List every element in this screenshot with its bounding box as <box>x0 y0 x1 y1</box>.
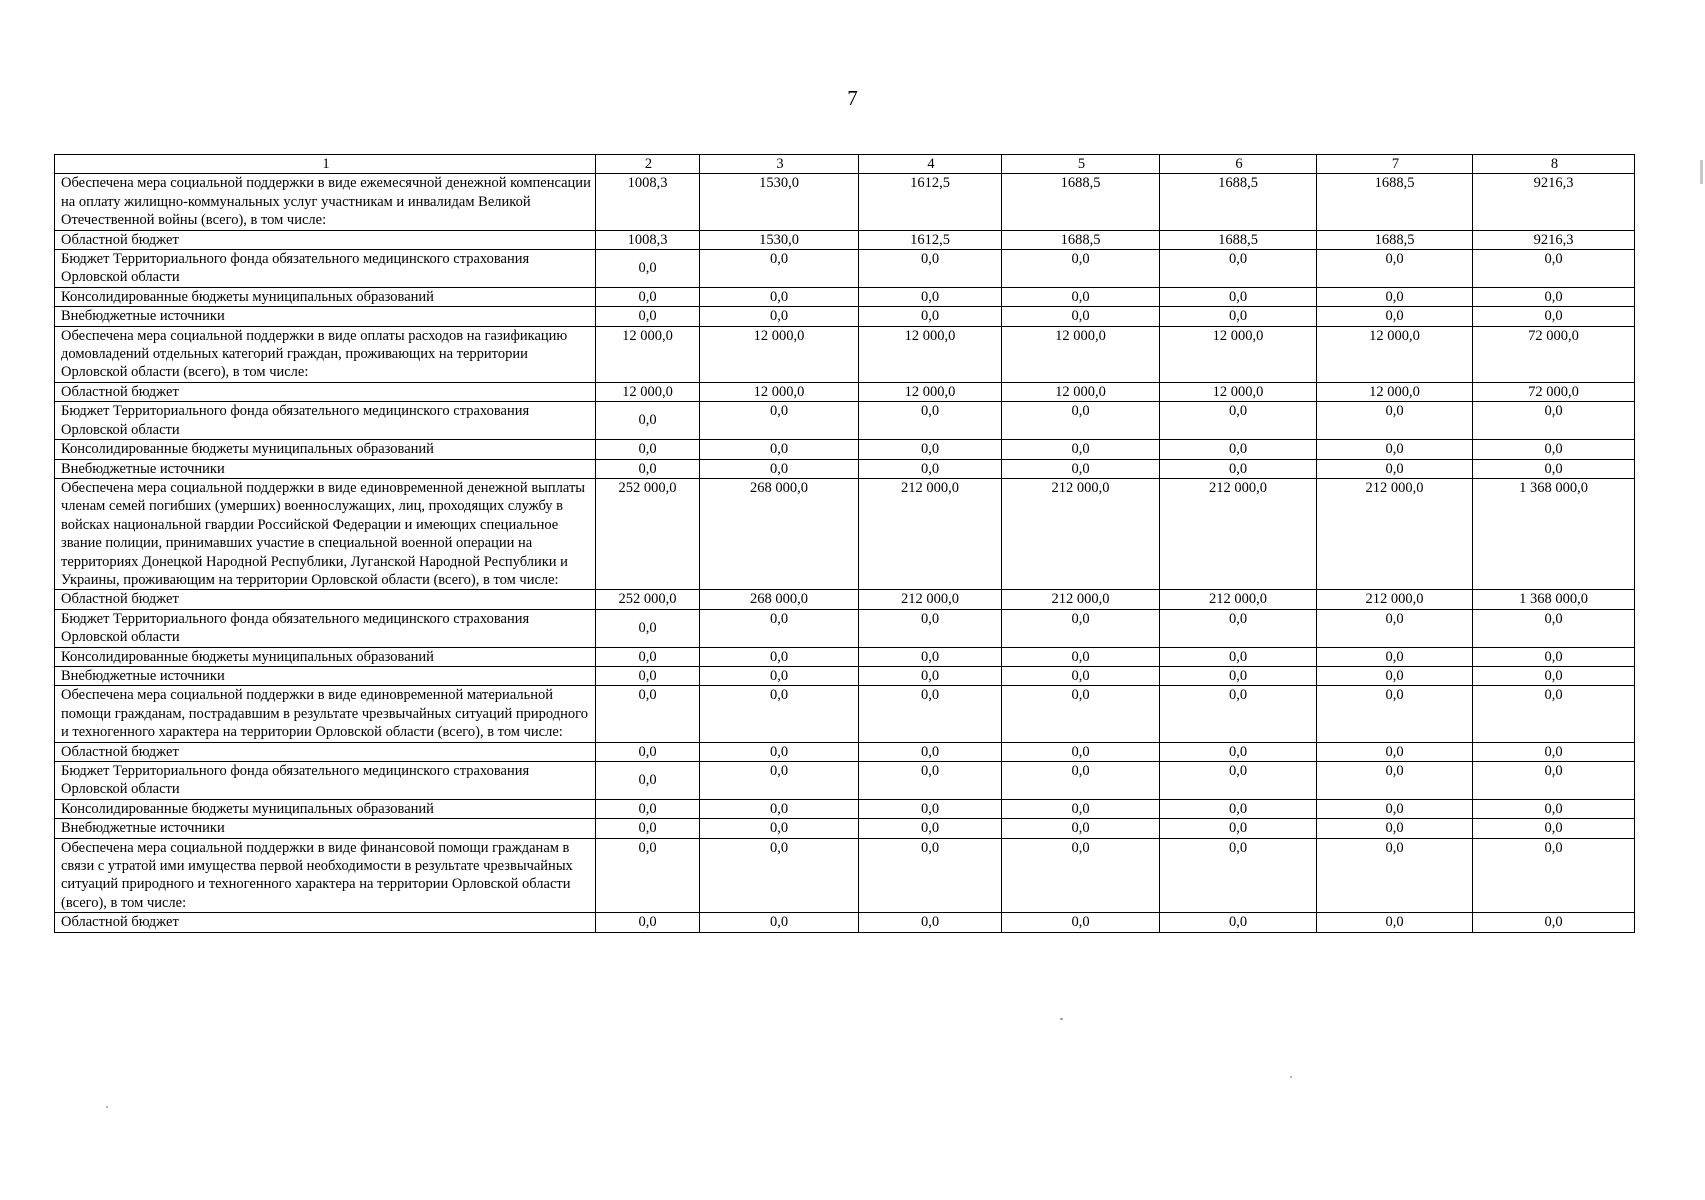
row-label: Областной бюджет <box>55 382 596 401</box>
value-cell: 0,0 <box>1317 307 1473 326</box>
value-cell: 0,0 <box>1002 647 1160 666</box>
value-cell: 0,0 <box>859 440 1002 459</box>
value-cell: 252 000,0 <box>596 590 700 609</box>
value-cell: 0,0 <box>1160 609 1317 647</box>
value-cell: 0,0 <box>1473 819 1635 838</box>
value-cell: 0,0 <box>1317 459 1473 478</box>
row-label: Консолидированные бюджеты муниципальных образований <box>55 799 596 818</box>
value-cell: 0,0 <box>1002 459 1160 478</box>
table-row <box>55 440 1635 459</box>
value-cell: 12 000,0 <box>596 326 700 382</box>
value-cell: 0,0 <box>1317 609 1473 647</box>
value-cell: 9216,3 <box>1473 230 1635 249</box>
value-cell: 12 000,0 <box>859 382 1002 401</box>
value-cell: 0,0 <box>859 762 1002 800</box>
value-cell: 0,0 <box>1002 762 1160 800</box>
value-cell: 1688,5 <box>1160 174 1317 230</box>
table-row <box>55 287 1635 306</box>
row-label: Областной бюджет <box>55 230 596 249</box>
value-cell: 0,0 <box>1160 440 1317 459</box>
value-cell: 0,0 <box>596 819 700 838</box>
column-header: 6 <box>1160 155 1317 174</box>
value-cell: 252 000,0 <box>596 478 700 589</box>
value-cell: 0,0 <box>1317 799 1473 818</box>
value-cell: 0,0 <box>1002 402 1160 440</box>
value-cell: 0,0 <box>1002 819 1160 838</box>
row-label: Областной бюджет <box>55 590 596 609</box>
row-label: Внебюджетные источники <box>55 459 596 478</box>
value-cell: 1530,0 <box>700 230 859 249</box>
column-header: 8 <box>1473 155 1635 174</box>
value-cell: 12 000,0 <box>700 326 859 382</box>
value-cell: 0,0 <box>859 819 1002 838</box>
table-row <box>55 250 1635 288</box>
value-cell: 0,0 <box>1160 402 1317 440</box>
value-cell: 1688,5 <box>1317 230 1473 249</box>
value-cell: 0,0 <box>700 913 859 932</box>
table-row <box>55 686 1635 742</box>
value-cell: 0,0 <box>596 287 700 306</box>
value-cell: 0,0 <box>1002 913 1160 932</box>
value-cell: 0,0 <box>596 250 700 288</box>
value-cell: 0,0 <box>700 609 859 647</box>
value-cell: 0,0 <box>700 459 859 478</box>
value-cell: 0,0 <box>1317 250 1473 288</box>
value-cell: 1530,0 <box>700 174 859 230</box>
value-cell: 0,0 <box>700 799 859 818</box>
table-row <box>55 819 1635 838</box>
value-cell: 0,0 <box>700 742 859 761</box>
row-label: Бюджет Территориального фонда обязательного медицинского страхования Орловской области <box>55 402 596 440</box>
value-cell: 12 000,0 <box>1160 326 1317 382</box>
value-cell: 0,0 <box>1317 440 1473 459</box>
table-row <box>55 838 1635 913</box>
table-row <box>55 590 1635 609</box>
row-label: Обеспечена мера социальной поддержки в виде единовременной денежной выплаты членам семей погибших (умерших) военнослужащих, лиц, проходящих службу в войсках национальной гвардии Российской Федерации и имеющих специальное звание полиции, принимавших участие в специальной военной операции на территориях Донецкой Народной Республики, Луганской Народной Республики и Украины, проживающим на территории Орловской области (всего), в том числе: <box>55 478 596 589</box>
value-cell: 0,0 <box>1317 402 1473 440</box>
value-cell: 0,0 <box>1473 913 1635 932</box>
table-row <box>55 478 1635 589</box>
row-label: Бюджет Территориального фонда обязательного медицинского страхования Орловской области <box>55 762 596 800</box>
value-cell: 1612,5 <box>859 174 1002 230</box>
value-cell: 0,0 <box>859 799 1002 818</box>
value-cell: 0,0 <box>596 402 700 440</box>
value-cell: 0,0 <box>1473 459 1635 478</box>
value-cell: 0,0 <box>1160 838 1317 913</box>
page-number: 7 <box>847 86 858 110</box>
value-cell: 0,0 <box>859 647 1002 666</box>
row-label: Бюджет Территориального фонда обязательного медицинского страхования Орловской области <box>55 609 596 647</box>
value-cell: 0,0 <box>1002 250 1160 288</box>
value-cell: 0,0 <box>1473 307 1635 326</box>
table-row <box>55 174 1635 230</box>
value-cell: 1688,5 <box>1002 230 1160 249</box>
value-cell: 0,0 <box>859 459 1002 478</box>
row-label: Обеспечена мера социальной поддержки в виде ежемесячной денежной компенсации на оплату жилищно-коммунальных услуг участникам и инвалидам Великой Отечественной войны (всего), в том числе: <box>55 174 596 230</box>
value-cell: 0,0 <box>1160 666 1317 685</box>
table-row <box>55 307 1635 326</box>
value-cell: 0,0 <box>1160 647 1317 666</box>
value-cell: 0,0 <box>1473 762 1635 800</box>
value-cell: 0,0 <box>1473 647 1635 666</box>
value-cell: 12 000,0 <box>1002 326 1160 382</box>
value-cell: 0,0 <box>1160 762 1317 800</box>
value-cell: 0,0 <box>1473 838 1635 913</box>
row-label: Внебюджетные источники <box>55 307 596 326</box>
value-cell: 0,0 <box>1473 742 1635 761</box>
value-cell: 0,0 <box>596 609 700 647</box>
value-cell: 0,0 <box>1317 913 1473 932</box>
table-row <box>55 459 1635 478</box>
value-cell: 268 000,0 <box>700 590 859 609</box>
value-cell: 0,0 <box>1002 440 1160 459</box>
table-row <box>55 609 1635 647</box>
value-cell: 0,0 <box>859 287 1002 306</box>
value-cell: 0,0 <box>1317 742 1473 761</box>
value-cell: 1008,3 <box>596 230 700 249</box>
row-label: Обеспечена мера социальной поддержки в виде оплаты расходов на газификацию домовладений отдельных категорий граждан, проживающих на территории Орловской области (всего), в том числе: <box>55 326 596 382</box>
value-cell: 1688,5 <box>1160 230 1317 249</box>
value-cell: 12 000,0 <box>596 382 700 401</box>
value-cell: 12 000,0 <box>1317 326 1473 382</box>
table-row <box>55 382 1635 401</box>
value-cell: 0,0 <box>1002 799 1160 818</box>
value-cell: 0,0 <box>859 609 1002 647</box>
value-cell: 0,0 <box>700 647 859 666</box>
value-cell: 0,0 <box>1002 609 1160 647</box>
value-cell: 0,0 <box>859 742 1002 761</box>
value-cell: 12 000,0 <box>859 326 1002 382</box>
row-label: Обеспечена мера социальной поддержки в виде финансовой помощи гражданам в связи с утратой ими имущества первой необходимости в результате чрезвычайных ситуаций природного и техногенного характера на территории Орловской области (всего), в том числе: <box>55 838 596 913</box>
value-cell: 9216,3 <box>1473 174 1635 230</box>
table-row <box>55 402 1635 440</box>
value-cell: 0,0 <box>596 686 700 742</box>
scan-speck <box>1060 1018 1063 1020</box>
row-label: Внебюджетные источники <box>55 819 596 838</box>
value-cell: 0,0 <box>1160 287 1317 306</box>
value-cell: 0,0 <box>1160 250 1317 288</box>
value-cell: 0,0 <box>1317 819 1473 838</box>
value-cell: 0,0 <box>859 250 1002 288</box>
table-row <box>55 742 1635 761</box>
value-cell: 0,0 <box>700 686 859 742</box>
value-cell: 1688,5 <box>1317 174 1473 230</box>
column-header: 7 <box>1317 155 1473 174</box>
value-cell: 12 000,0 <box>1002 382 1160 401</box>
value-cell: 0,0 <box>859 838 1002 913</box>
value-cell: 0,0 <box>1473 799 1635 818</box>
value-cell: 0,0 <box>1002 666 1160 685</box>
column-header: 5 <box>1002 155 1160 174</box>
scan-speck <box>106 1106 108 1108</box>
value-cell: 0,0 <box>1160 307 1317 326</box>
table-row <box>55 230 1635 249</box>
value-cell: 0,0 <box>596 799 700 818</box>
value-cell: 0,0 <box>1317 647 1473 666</box>
value-cell: 0,0 <box>1002 686 1160 742</box>
value-cell: 0,0 <box>1317 838 1473 913</box>
value-cell: 0,0 <box>596 838 700 913</box>
column-header: 2 <box>596 155 700 174</box>
value-cell: 0,0 <box>1473 440 1635 459</box>
value-cell: 0,0 <box>1473 686 1635 742</box>
value-cell: 212 000,0 <box>859 590 1002 609</box>
value-cell: 1688,5 <box>1002 174 1160 230</box>
value-cell: 0,0 <box>1473 402 1635 440</box>
row-label: Консолидированные бюджеты муниципальных образований <box>55 440 596 459</box>
scan-speck <box>1290 1076 1292 1078</box>
table-row <box>55 666 1635 685</box>
value-cell: 0,0 <box>700 250 859 288</box>
value-cell: 212 000,0 <box>1160 590 1317 609</box>
table-row <box>55 799 1635 818</box>
table-row <box>55 326 1635 382</box>
value-cell: 1 368 000,0 <box>1473 590 1635 609</box>
value-cell: 0,0 <box>596 742 700 761</box>
value-cell: 0,0 <box>1317 686 1473 742</box>
value-cell: 212 000,0 <box>1002 590 1160 609</box>
value-cell: 0,0 <box>859 913 1002 932</box>
value-cell: 212 000,0 <box>1002 478 1160 589</box>
value-cell: 0,0 <box>1160 819 1317 838</box>
value-cell: 0,0 <box>859 666 1002 685</box>
value-cell: 212 000,0 <box>1160 478 1317 589</box>
value-cell: 12 000,0 <box>1317 382 1473 401</box>
value-cell: 0,0 <box>700 440 859 459</box>
value-cell: 0,0 <box>596 440 700 459</box>
column-header: 3 <box>700 155 859 174</box>
value-cell: 0,0 <box>1002 307 1160 326</box>
scan-speck <box>1700 160 1703 184</box>
value-cell: 0,0 <box>700 307 859 326</box>
value-cell: 0,0 <box>1317 762 1473 800</box>
value-cell: 0,0 <box>1002 742 1160 761</box>
value-cell: 0,0 <box>1473 287 1635 306</box>
column-header: 1 <box>55 155 596 174</box>
table-body <box>55 155 1635 933</box>
value-cell: 0,0 <box>859 402 1002 440</box>
table-row <box>55 762 1635 800</box>
row-label: Областной бюджет <box>55 913 596 932</box>
value-cell: 0,0 <box>700 666 859 685</box>
value-cell: 212 000,0 <box>1317 478 1473 589</box>
value-cell: 1 368 000,0 <box>1473 478 1635 589</box>
value-cell: 0,0 <box>700 287 859 306</box>
value-cell: 0,0 <box>596 666 700 685</box>
row-label: Консолидированные бюджеты муниципальных образований <box>55 287 596 306</box>
row-label: Бюджет Территориального фонда обязательного медицинского страхования Орловской области <box>55 250 596 288</box>
value-cell: 0,0 <box>1473 609 1635 647</box>
row-label: Консолидированные бюджеты муниципальных образований <box>55 647 596 666</box>
value-cell: 212 000,0 <box>859 478 1002 589</box>
value-cell: 0,0 <box>1160 742 1317 761</box>
value-cell: 212 000,0 <box>1317 590 1473 609</box>
value-cell: 0,0 <box>700 402 859 440</box>
budget-table <box>54 154 1635 933</box>
value-cell: 0,0 <box>1317 287 1473 306</box>
value-cell: 0,0 <box>1160 686 1317 742</box>
value-cell: 72 000,0 <box>1473 382 1635 401</box>
header-row <box>55 155 1635 174</box>
value-cell: 0,0 <box>1317 666 1473 685</box>
value-cell: 0,0 <box>1002 287 1160 306</box>
value-cell: 12 000,0 <box>700 382 859 401</box>
column-header: 4 <box>859 155 1002 174</box>
value-cell: 1612,5 <box>859 230 1002 249</box>
row-label: Областной бюджет <box>55 742 596 761</box>
row-label: Внебюджетные источники <box>55 666 596 685</box>
table-row <box>55 647 1635 666</box>
value-cell: 0,0 <box>859 307 1002 326</box>
value-cell: 0,0 <box>1473 250 1635 288</box>
value-cell: 0,0 <box>1002 838 1160 913</box>
value-cell: 0,0 <box>1473 666 1635 685</box>
value-cell: 72 000,0 <box>1473 326 1635 382</box>
value-cell: 0,0 <box>1160 799 1317 818</box>
value-cell: 0,0 <box>859 686 1002 742</box>
value-cell: 1008,3 <box>596 174 700 230</box>
value-cell: 0,0 <box>596 307 700 326</box>
value-cell: 0,0 <box>700 762 859 800</box>
value-cell: 0,0 <box>596 762 700 800</box>
value-cell: 0,0 <box>1160 913 1317 932</box>
value-cell: 268 000,0 <box>700 478 859 589</box>
table-row <box>55 913 1635 932</box>
value-cell: 12 000,0 <box>1160 382 1317 401</box>
value-cell: 0,0 <box>700 819 859 838</box>
value-cell: 0,0 <box>596 913 700 932</box>
value-cell: 0,0 <box>596 459 700 478</box>
value-cell: 0,0 <box>700 838 859 913</box>
row-label: Обеспечена мера социальной поддержки в виде единовременной материальной помощи гражданам, пострадавшим в результате чрезвычайных ситуаций природного и техногенного характера на территории Орловской области (всего), в том числе: <box>55 686 596 742</box>
value-cell: 0,0 <box>1160 459 1317 478</box>
value-cell: 0,0 <box>596 647 700 666</box>
